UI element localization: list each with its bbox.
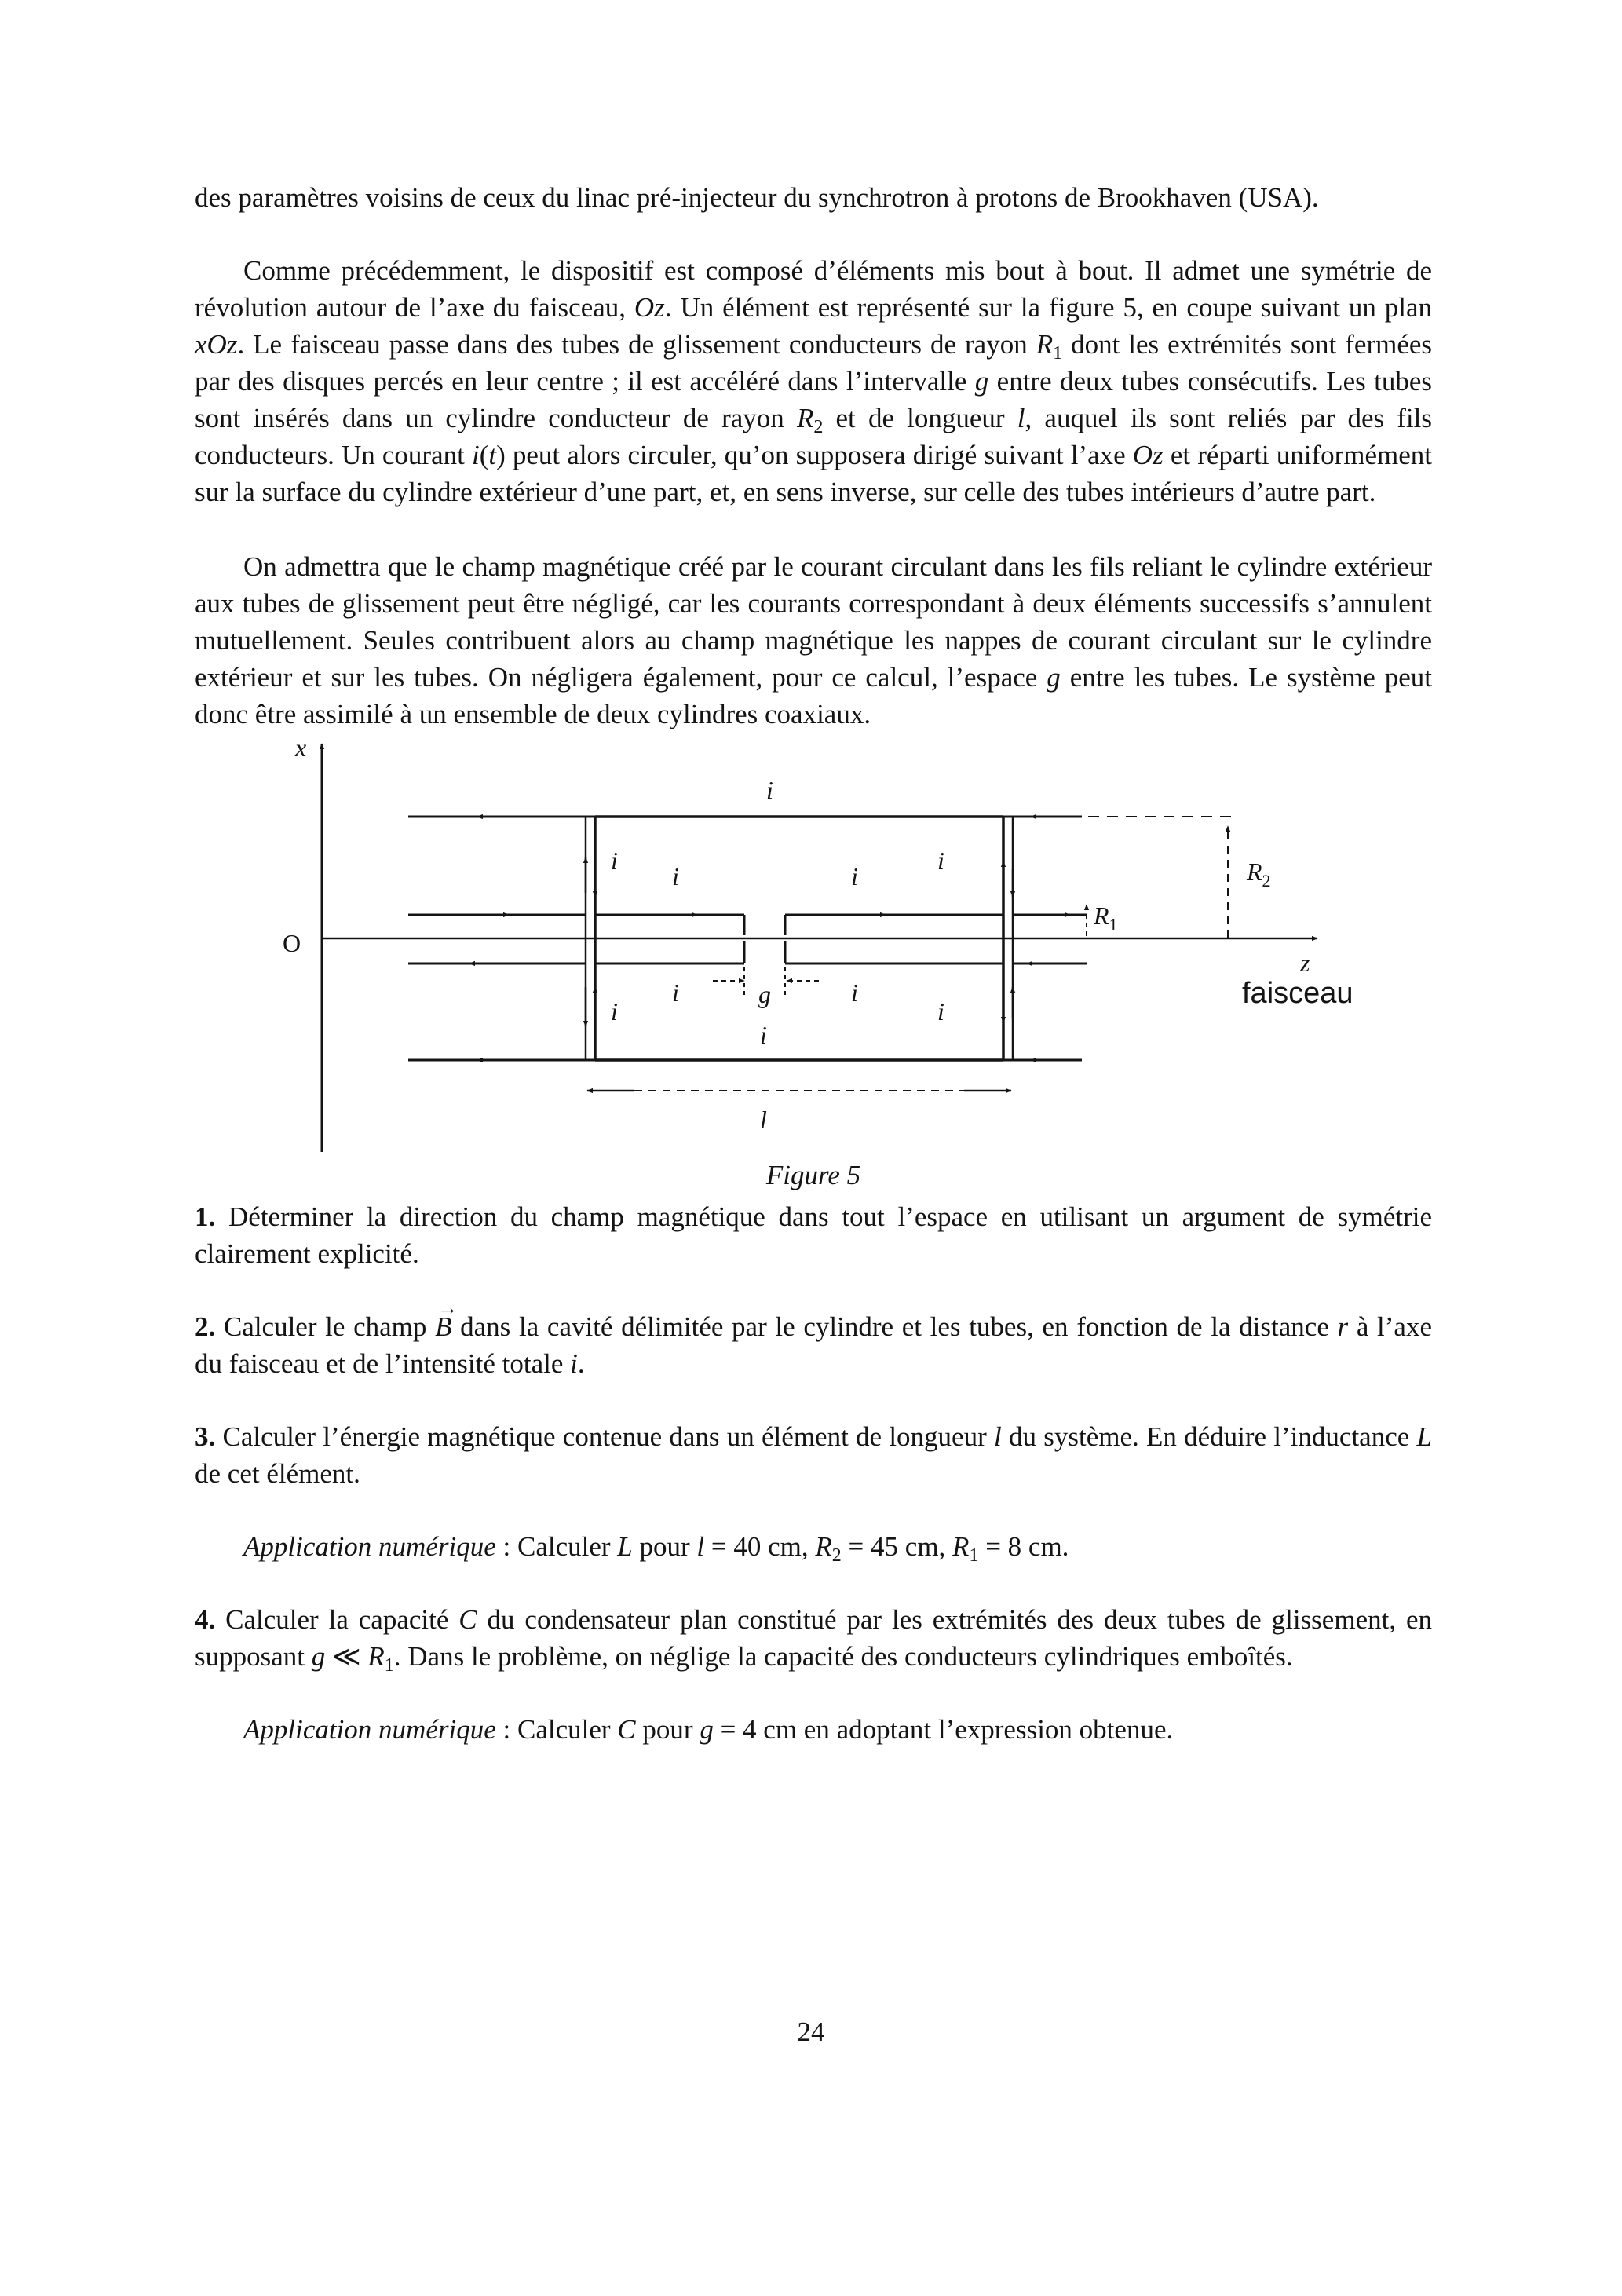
question-3: 3. Calculer l’énergie magnétique contenue dans un élément de longueur l du système. En déduire l’inductance L de cet élément.	[195, 1421, 1432, 1489]
numerical-application-2: Application numérique : Calculer C pour g = 4 cm en adoptant l’expression obtenue.	[243, 1714, 1174, 1745]
figure-5	[195, 736, 1432, 1152]
paragraph-device-description: Comme précédemment, le dispositif est composé d’éléments mis bout à bout. Il admet une symétrie de révolution autour de l’axe du faisceau, Oz. Un élément est représenté sur la figure 5, en coupe suivant un plan xOz. Le faisceau passe dans des tubes de glissement conducteurs de rayon $R_1$ dont les extrémités sont fermées par des disques percés en leur centre ; il est accéléré dans l’intervalle g entre deux tubes consécutifs. Les tubes sont insérés dans un cylindre conducteur de rayon $R_2$ et de longueur l, auquel ils sont reliés par des fils conducteurs. Un courant i(t) peut alors circuler, qu’on supposera dirigé suivant l’axe Oz et réparti uniformément sur la surface du cylindre extérieur d’une part, et, en sens inverse, sur celle des tubes intérieurs d’autre part.	[195, 255, 1433, 507]
r1-label: $R_1$	[1094, 901, 1118, 934]
current-label: i	[766, 776, 773, 804]
page-body	[195, 179, 1432, 1748]
question-1: 1. Déterminer la direction du champ magnétique dans tout l’espace en utilisant un argument de symétrie clairement explicité.	[195, 1201, 1432, 1269]
current-label: i	[760, 1021, 767, 1049]
figure-caption: Figure 5	[765, 1160, 861, 1190]
r2-label: $R_2$	[1247, 857, 1271, 890]
current-label: i	[611, 997, 618, 1026]
numerical-application-1: Application numérique : Calculer L pour l = 40 cm, $R_2 = 45$ cm, $R_1 = 8$ cm.	[243, 1531, 1069, 1566]
paragraph-assumptions: On admettra que le champ magnétique créé par le courant circulant dans les fils reliant le cylindre extérieur aux tubes de glissement peut être négligé, car les courants correspondant à deux éléments successifs s’annulent mutuellement. Seules contribuent alors au champ magnétique les nappes de courant circulant sur le cylindre extérieur et sur les tubes. On négligera également, pour ce calcul, l’espace g entre les tubes. Le système peut donc être assimilé à un ensemble de deux cylindres coaxiaux.	[195, 551, 1432, 729]
current-label: i	[851, 978, 858, 1007]
origin-label: O	[283, 929, 301, 957]
gap-label: g	[758, 980, 771, 1008]
figure-5-diagram	[195, 736, 1432, 1152]
question-2: 2. Calculer le champ → B dans la cavité délimitée par le cylindre et les tubes, en fonction de la distance r à l’axe du faisceau et de l’intensité totale i.	[195, 1308, 1432, 1382]
current-label: i	[937, 997, 944, 1026]
x-axis-label: x	[295, 736, 307, 762]
length-label: l	[760, 1106, 767, 1134]
z-axis-label: z	[1300, 949, 1310, 977]
page-number: 24	[797, 2016, 825, 2047]
paragraph-intro-continuation: des paramètres voisins de ceux du linac pré-injecteur du synchrotron à protons de Brookhaven (USA).	[195, 182, 1319, 213]
current-label: i	[851, 862, 858, 890]
question-4: 4. Calculer la capacité C du condensateur plan constitué par les extrémités des deux tubes de glissement, en supposant g ≪ $R_1$. Dans le problème, on néglige la capacité des conducteurs cylindriques emboîtés.	[195, 1604, 1433, 1676]
current-label: i	[611, 846, 618, 875]
current-label: i	[672, 978, 679, 1007]
current-label: i	[672, 862, 679, 890]
current-label: i	[937, 846, 944, 875]
beam-label: faisceau	[1242, 977, 1353, 1010]
